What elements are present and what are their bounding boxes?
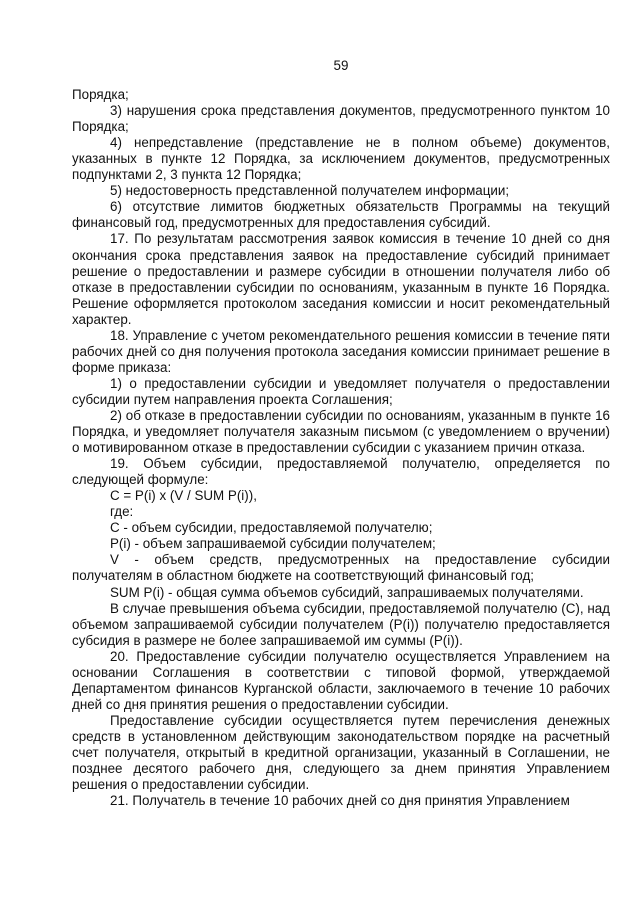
paragraph-item-3: 3) нарушения срока представления документов, предусмотренного пунктом 10 Порядка; <box>72 103 610 135</box>
formula-var-pi: P(i) - объем запрашиваемой субсидии получателем; <box>110 536 436 552</box>
paragraph-item-4: 4) непредставление (представление не в полном объеме) документов, указанных в пункте 12 Порядка, за исключением документов, предусмотренных подпунктами 2, 3 пункта 12 Порядка; <box>72 135 610 183</box>
document-page <box>72 58 610 809</box>
paragraph-excess: В случае превышения объема субсидии, предоставляемой получателю (С), над объемом запрашиваемой субсидии получателем (P(i)) получателю предоставляется субсидия в размере не более запрашиваемой им суммы (P(i)). <box>72 600 610 648</box>
paragraph-clause-18-item-2: 2) об отказе в предоставлении субсидии по основаниям, указанным в пункте 16 Порядка, и уведомляет получателя заказным письмом (с уведомлением о вручении) о мотивированном отказе в предоставлении субсидии с указанием причин отказа. <box>72 407 610 456</box>
formula-var-c: С - объем субсидии, предоставляемой получателю; <box>110 520 433 536</box>
paragraph-transfer: Предоставление субсидии осуществляется путем перечисления денежных средств в установленном действующим законодательством порядке на расчетный счет получателя, открытый в кредитной организации, указанный в Соглашении, не позднее десятого рабочего дня, следующего за днем принятия Управлением решения о предоставлении субсидии. <box>72 712 610 793</box>
formula-var-v: V - объем средств, предусмотренных на предоставление субсидии получателям в областном бюджете на соответствующий финансовый год; <box>72 552 610 584</box>
paragraph-clause-18-item-1: 1) о предоставлении субсидии и уведомляет получателя о предоставлении субсидии путем направления проекта Соглашения; <box>72 375 610 407</box>
paragraph-clause-17: 17. По результатам рассмотрения заявок комиссия в течение 10 дней со дня окончания срока представления заявок на предоставление субсидий принимает решение о предоставлении и размере субсидии в отношении получателя либо об отказе в предоставлении субсидии по основаниям, указанным в пункте 16 Порядка. Решение оформляется протоколом заседания комиссии и носит рекомендательный характер. <box>72 231 610 327</box>
paragraph-continuation: Порядка; <box>72 87 129 103</box>
formula-where: где: <box>110 504 134 520</box>
paragraph-clause-19: 19. Объем субсидии, предоставляемой получателю, определяется по следующей формуле: <box>72 456 610 488</box>
formula: С = P(i) x (V / SUM P(i)), <box>110 488 257 504</box>
paragraph-clause-20: 20. Предоставление субсидии получателю осуществляется Управлением на основании Соглашения в соответствии с типовой формой, утверждаемой Департаментом финансов Курганской области, заключаемого в течение 10 рабочих дней со дня принятия решения о предоставлении субсидии. <box>72 648 610 712</box>
paragraph-clause-18: 18. Управление с учетом рекомендательного решения комиссии в течение пяти рабочих дней со дня получения протокола заседания комиссии принимает решение в форме приказа: <box>72 327 610 375</box>
formula-var-sum: SUM P(i) - общая сумма объемов субсидий, запрашиваемых получателями. <box>110 584 584 600</box>
page-number: 59 <box>333 58 349 73</box>
paragraph-item-5: 5) недостоверность представленной получателем информации; <box>110 183 510 199</box>
paragraph-clause-21: 21. Получатель в течение 10 рабочих дней со дня принятия Управлением <box>110 793 570 809</box>
paragraph-item-6: 6) отсутствие лимитов бюджетных обязательств Программы на текущий финансовый год, предусмотренных для предоставления субсидий. <box>72 199 610 231</box>
